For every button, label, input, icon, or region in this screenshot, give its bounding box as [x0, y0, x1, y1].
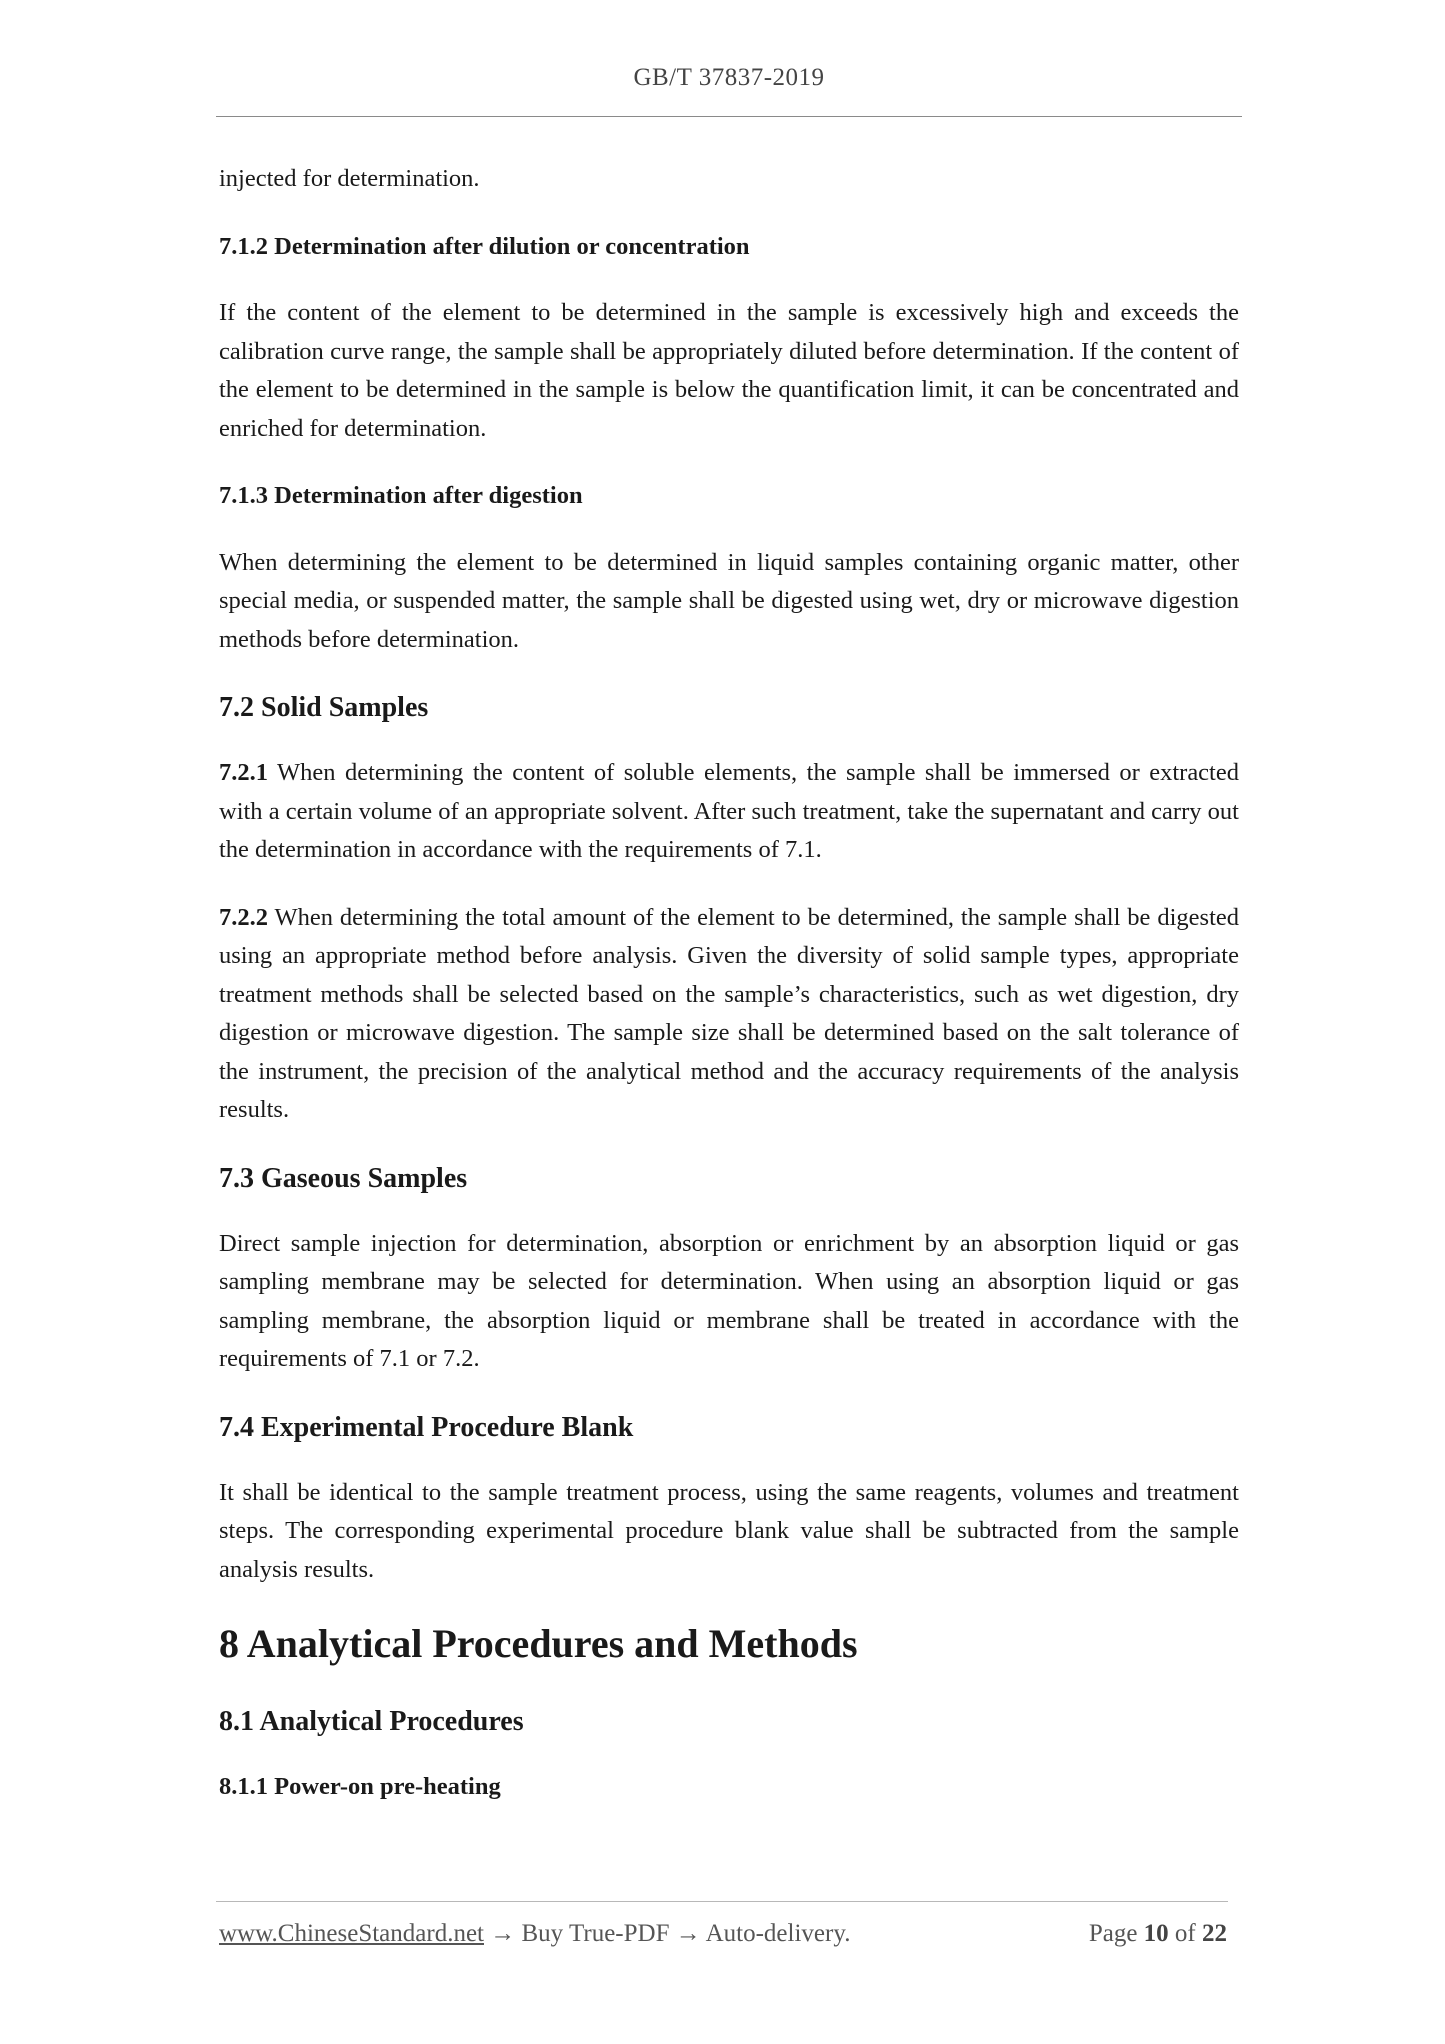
section-7-1-3-heading: 7.1.3 Determination after digestion — [219, 482, 583, 509]
intro-paragraph: injected for determination. — [219, 165, 480, 192]
section-7-4-heading: 7.4 Experimental Procedure Blank — [219, 1411, 634, 1443]
section-7-1-3-paragraph: When determining the element to be determined in liquid samples containing organic matter, other special media, or suspended matter, the sample shall be digested using wet, dry or microwave digestion methods before determination. — [219, 548, 1239, 653]
page-of-label: of — [1174, 1920, 1196, 1947]
section-7-2-2-paragraph — [219, 899, 1239, 1130]
page-header: GB/T 37837-2019 — [633, 64, 825, 91]
current-page: 10 — [1143, 1920, 1169, 1947]
site-link[interactable]: www.ChineseStandard.net — [219, 1920, 484, 1947]
section-7-1-2-paragraph: If the content of the element to be determined in the sample is excessively high and exceeds the calibration curve range, the sample shall be appropriately diluted before determination. If the content of the element to be determined in the sample is below the quantification limit, it can be concentrated and enriched for determination. — [219, 299, 1239, 442]
footer-promo — [219, 1920, 850, 1948]
clause-text: When determining the total amount of the element to be determined, the sample shall be digested using an appropriate method before analysis. Given the diversity of solid sample types, appropriate treatment methods shall be selected based on the sample’s characteristics, such as wet digestion, dry digestion or microwave digestion. The sample size shall be determined based on the salt tolerance of the instrument, the precision of the analytical method and the accuracy requirements of the analysis results. — [219, 903, 1239, 1123]
footer-divider — [216, 1901, 1228, 1902]
section-7-2-heading: 7.2 Solid Samples — [219, 692, 429, 723]
section-7-2-1-paragraph — [219, 754, 1239, 870]
section-8-1-heading: 8.1 Analytical Procedures — [219, 1706, 524, 1737]
clause-number: 7.2.2 — [219, 903, 268, 931]
section-7-3-paragraph: Direct sample injection for determination, absorption or enrichment by an absorption liquid or gas sampling membrane may be selected for determination. When using an absorption liquid or gas sampling membrane, the absorption liquid or membrane shall be treated in accordance with the requirements of 7.1 or 7.2. — [219, 1229, 1239, 1372]
page-number — [1089, 1920, 1227, 1948]
total-pages: 22 — [1202, 1920, 1227, 1947]
clause-text: When determining the content of soluble elements, the sample shall be immersed or extracted with a certain volume of an appropriate solvent. After such treatment, take the supernatant and carry out the determination in accordance with the requirements of 7.1. — [219, 759, 1239, 863]
section-7-4-paragraph: It shall be identical to the sample treatment process, using the same reagents, volumes and treatment steps. The corresponding experimental procedure blank value shall be subtracted from the sample analysis results. — [219, 1478, 1239, 1583]
section-8-1-1-heading: 8.1.1 Power-on pre-heating — [219, 1773, 501, 1800]
header-divider — [216, 116, 1242, 117]
page-footer — [219, 1920, 1227, 1948]
section-7-3-heading: 7.3 Gaseous Samples — [219, 1162, 468, 1194]
promo-text: → Buy True-PDF → Auto-delivery. — [484, 1920, 851, 1947]
section-7-1-2-heading: 7.1.2 Determination after dilution or concentration — [219, 232, 750, 260]
page-label: Page — [1088, 1920, 1138, 1947]
page-content — [219, 160, 1239, 1835]
clause-number: 7.2.1 — [219, 759, 268, 786]
chapter-8-heading: 8 Analytical Procedures and Methods — [219, 1621, 858, 1666]
